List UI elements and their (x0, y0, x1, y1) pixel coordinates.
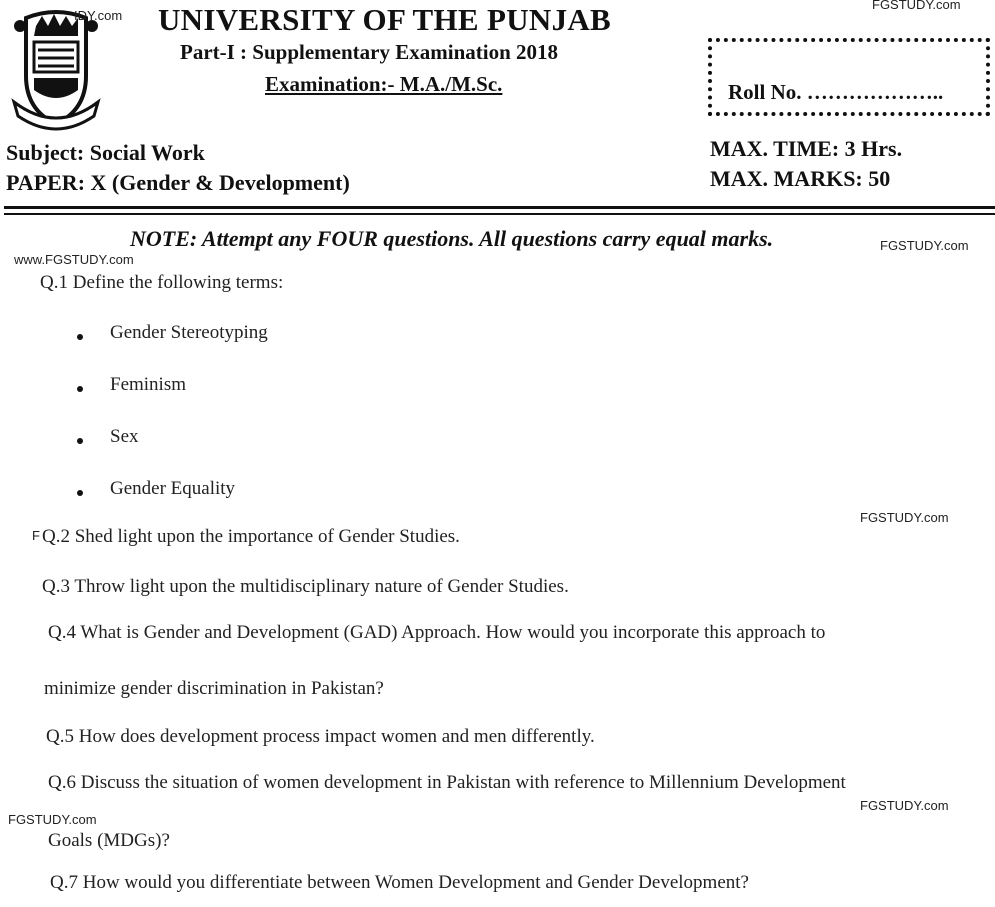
header-divider-thin (4, 213, 995, 215)
question-7: Q.7 How would you differentiate between Women Development and Gender Development? (50, 872, 749, 893)
watermark-top-left: IDY.com (74, 8, 123, 23)
max-marks-label: MAX. MARKS: 50 (710, 166, 891, 191)
bullet-icon (77, 334, 83, 340)
question-6-line-2: Goals (MDGs)? (48, 830, 170, 851)
q1-term-2: Feminism (110, 374, 187, 395)
watermark-top-right: FGSTUDY.com (872, 0, 961, 12)
question-4-line-2: minimize gender discrimination in Pakistan? (44, 678, 384, 699)
paper-label: PAPER: X (Gender & Development) (6, 170, 350, 195)
examination-title: Examination:- M.A./M.Sc. (265, 72, 503, 96)
question-2: Q.2 Shed light upon the importance of Gender Studies. (42, 526, 460, 547)
university-crest-logo (8, 6, 104, 134)
watermark-note-right: FGSTUDY.com (880, 238, 969, 253)
bullet-icon (77, 438, 83, 444)
q1-term-1: Gender Stereotyping (110, 322, 268, 343)
question-6-line-1: Q.6 Discuss the situation of women development in Pakistan with reference to Millennium Development (48, 772, 846, 793)
watermark-left-low: FGSTUDY.com (8, 812, 97, 827)
watermark-right-mid: FGSTUDY.com (860, 510, 949, 525)
university-title: UNIVERSITY OF THE PUNJAB (158, 2, 612, 37)
roll-number-label: Roll No. ……………….. (728, 80, 944, 104)
watermark-right-low: FGSTUDY.com (860, 798, 949, 813)
watermark-left-mid: www.FGSTUDY.com (14, 252, 134, 267)
q1-term-4: Gender Equality (110, 478, 236, 499)
max-time-label: MAX. TIME: 3 Hrs. (710, 136, 903, 161)
question-4-line-1: Q.4 What is Gender and Development (GAD) Approach. How would you incorporate this approach to (48, 622, 826, 643)
subject-label: Subject: Social Work (6, 140, 205, 165)
bullet-icon (77, 490, 83, 496)
q1-term-3: Sex (110, 426, 139, 447)
header-divider-thick (4, 206, 995, 209)
question-1: Q.1 Define the following terms: (40, 272, 284, 293)
question-5: Q.5 How does development process impact women and men differently. (46, 726, 595, 747)
instructions-note: NOTE: Attempt any FOUR questions. All questions carry equal marks. (130, 226, 774, 251)
bullet-icon (77, 386, 83, 392)
exam-part: Part-I : Supplementary Examination 2018 (180, 40, 558, 64)
question-3: Q.3 Throw light upon the multidisciplinary nature of Gender Studies. (42, 576, 569, 597)
watermark-q2-prefix: F (32, 528, 40, 543)
